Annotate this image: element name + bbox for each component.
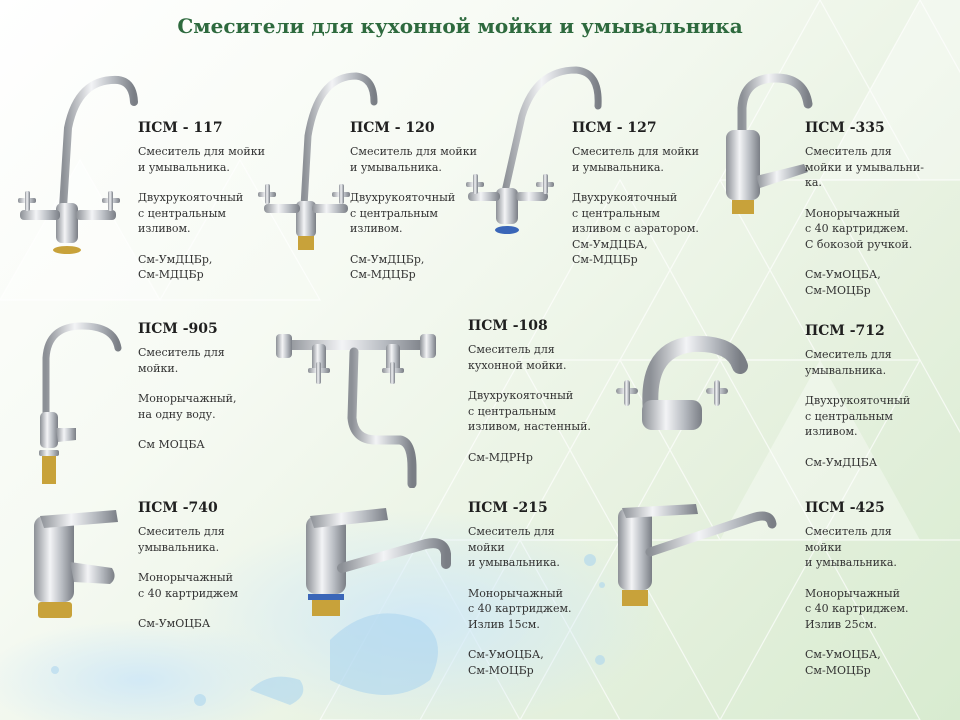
product-psm-120 [350, 120, 477, 283]
product-code: ПСМ -712 [805, 323, 885, 339]
product-desc-line: мойки. [138, 361, 179, 375]
product-type-line: на одну воду. [138, 407, 216, 421]
product-desc-line: и умывальника. [805, 556, 897, 569]
product-psm-905 [138, 321, 237, 453]
product-psm-425 [805, 500, 909, 678]
product-model-line: См-УмДЦБА, [572, 237, 648, 251]
product-psm-215 [468, 500, 572, 678]
product-code: ПСМ -905 [138, 321, 218, 337]
product-type-line: С бокозой ручкой. [805, 237, 913, 251]
product-psm-127 [572, 120, 699, 268]
product-desc-line: Смеситель для [468, 525, 555, 538]
product-code: ПСМ -425 [805, 500, 885, 516]
product-desc-line: и умывальника. [350, 160, 442, 174]
product-model-line: См-МОЦБр [805, 283, 871, 297]
product-type-line: Двухрукояточный [805, 394, 911, 407]
product-type-line: с центральным [805, 409, 893, 423]
product-desc-line: ка. [805, 176, 822, 189]
faucet-psm-905-image [30, 318, 130, 488]
product-model-line: См-УмДЦБр, [350, 252, 425, 266]
product-psm-108 [468, 318, 591, 465]
product-model-line: См-УмОЦБА, [805, 648, 881, 661]
product-type-line: Двухрукояточный [468, 389, 574, 402]
product-type-line: Монорычажный, [138, 392, 237, 405]
product-type-line: с 40 картриджем [138, 586, 239, 600]
product-model-line: См-МДЦБр [572, 253, 638, 266]
product-model-line: См-УмДЦБА [805, 455, 878, 469]
product-desc-line: мойки и умывальни- [805, 160, 924, 174]
product-desc-line: умывальника. [138, 540, 220, 554]
product-code: ПСМ - 117 [138, 120, 223, 136]
product-type-line: с центральным [468, 404, 556, 418]
product-desc-line: Смеситель для [468, 343, 555, 356]
page-title: Смесители для кухонной мойки и умывальника [177, 14, 743, 38]
product-type-line: с 40 картриджем. [805, 222, 909, 235]
product-code: ПСМ -108 [468, 318, 548, 334]
product-model-line: См-МОЦБр [805, 663, 871, 677]
product-type-line: Монорычажный [805, 206, 901, 220]
faucet-psm-712-image [612, 330, 752, 440]
product-model-line: См-УмОЦБА [138, 617, 211, 630]
product-type-line: изливом, настенный. [468, 420, 591, 433]
product-code: ПСМ -335 [805, 120, 885, 136]
product-type-line: Двухрукояточный [138, 191, 244, 204]
product-type-line: изливом. [805, 425, 858, 438]
product-desc-line: мойки [468, 540, 505, 554]
product-model-line: См МОЦБА [138, 438, 205, 451]
product-code: ПСМ - 120 [350, 120, 435, 136]
product-desc-line: мойки [805, 540, 842, 554]
faucet-psm-117-image [8, 68, 138, 258]
product-code: ПСМ - 127 [572, 120, 657, 136]
faucet-psm-335-image [716, 72, 816, 222]
product-model-line: См-МДЦБр [138, 268, 204, 281]
product-model-line: См-МОЦБр [468, 663, 534, 677]
faucet-psm-215-image [296, 504, 456, 624]
product-type-line: Монорычажный [468, 586, 564, 600]
product-type-line: Двухрукояточный [350, 191, 456, 204]
product-type-line: с 40 картриджем. [805, 602, 909, 615]
product-model-line: См-УмОЦБА, [805, 268, 881, 281]
product-desc-line: Смеситель для [138, 525, 225, 538]
product-psm-740 [138, 500, 238, 632]
product-type-line: изливом с аэратором. [572, 222, 699, 235]
product-model-line: См-МДЦБр [350, 268, 416, 281]
product-psm-335 [805, 120, 924, 298]
product-desc-line: Смеситель для мойки [138, 145, 265, 158]
product-desc-line: и умывальника. [468, 556, 560, 569]
product-psm-712 [805, 323, 910, 470]
product-type-line: с центральным [138, 206, 226, 220]
product-type-line: с центральным [572, 206, 660, 220]
product-type-line: Монорычажный [805, 586, 901, 600]
product-type-line: Излив 15см. [468, 617, 540, 631]
product-type-line: Излив 25см. [805, 617, 877, 631]
faucet-psm-740-image [20, 502, 130, 622]
product-model-line: См-УмДЦБр, [138, 252, 213, 266]
product-code: ПСМ -740 [138, 500, 218, 516]
product-type-line: изливом. [350, 222, 403, 235]
product-type-line: с 40 картриджем. [468, 602, 572, 615]
product-type-line: с центральным [350, 206, 438, 220]
product-model-line: См-МДРНр [468, 450, 533, 464]
faucet-psm-425-image [612, 500, 782, 610]
product-desc-line: и умывальника. [572, 160, 664, 174]
product-desc-line: Смеситель для [805, 145, 892, 158]
product-desc-line: кухонной мойки. [468, 358, 567, 372]
product-desc-line: умывальника. [805, 363, 887, 377]
product-desc-line: Смеситель для [805, 525, 892, 538]
product-desc-line: Смеситель для мойки [572, 145, 699, 158]
product-desc-line: Смеситель для [805, 348, 892, 361]
product-desc-line: Смеситель для [138, 346, 225, 359]
product-model-line: См-УмОЦБА, [468, 648, 544, 661]
product-code: ПСМ -215 [468, 500, 548, 516]
product-psm-117 [138, 120, 265, 283]
product-type-line: Монорычажный [138, 571, 234, 584]
faucet-psm-108-image [272, 318, 442, 488]
product-desc-line: Смеситель для мойки [350, 145, 477, 158]
product-desc-line: и умывальника. [138, 160, 230, 174]
product-type-line: изливом. [138, 222, 191, 235]
product-type-line: Двухрукояточный [572, 191, 678, 204]
